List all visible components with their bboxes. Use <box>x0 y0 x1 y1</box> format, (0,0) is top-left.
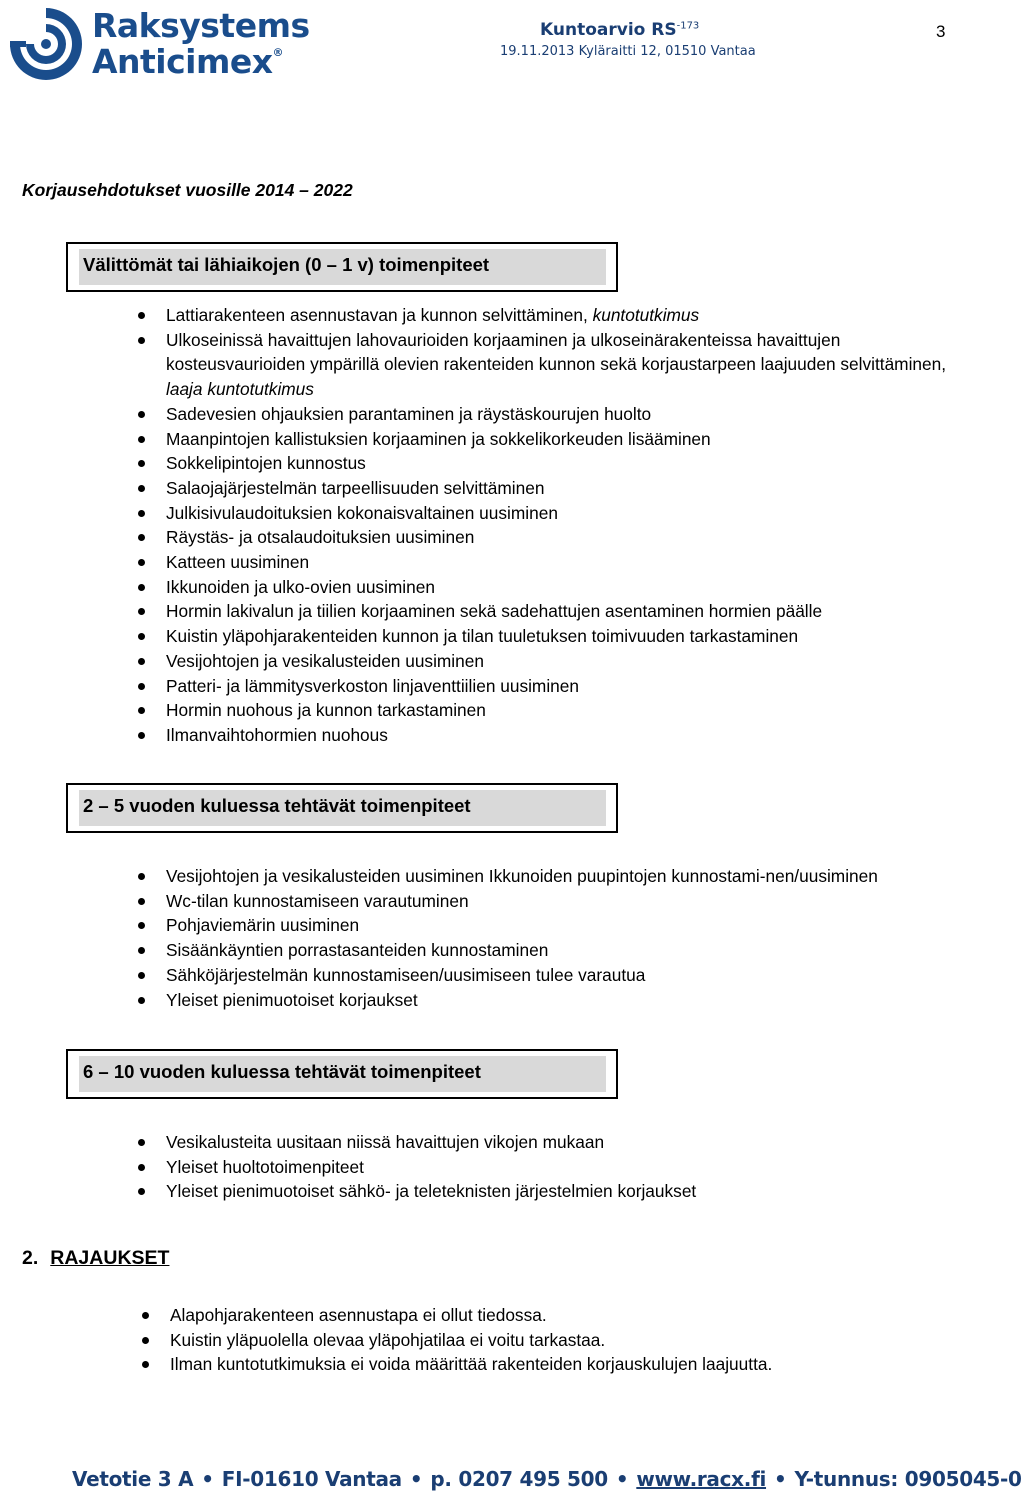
bullet-icon <box>142 1312 149 1319</box>
list-item: Hormin nuohous ja kunnon tarkastaminen <box>166 698 958 723</box>
bullet-icon <box>138 732 145 739</box>
bullet-icon <box>142 1337 149 1344</box>
bullet-icon <box>138 658 145 665</box>
list-item: Salaojajärjestelmän tarpeellisuuden selvittäminen <box>166 476 958 501</box>
footer-address: Vetotie 3 A <box>72 1467 194 1491</box>
page-number: 3 <box>936 22 946 41</box>
section-heading-box <box>66 1049 618 1099</box>
limitations-list <box>170 1303 950 1377</box>
bullet-icon <box>138 707 145 714</box>
bullet-icon <box>138 312 145 319</box>
bullet-icon <box>138 873 145 880</box>
bullet-icon <box>138 411 145 418</box>
logo-text-line2: Anticimex® <box>92 42 284 81</box>
bullet-icon <box>138 1139 145 1146</box>
task-list-immediate <box>166 303 958 748</box>
list-item: Yleiset pienimuotoiset sähkö- ja teleteknisten järjestelmien korjaukset <box>166 1179 946 1204</box>
list-item: Alapohjarakenteen asennustapa ei ollut tiedossa. <box>170 1303 950 1328</box>
bullet-icon <box>138 922 145 929</box>
bullet-icon <box>138 559 145 566</box>
list-item: Kuistin yläpohjarakenteiden kunnon ja tilan tuuletuksen toimivuuden tarkastaminen <box>166 624 958 649</box>
bullet-icon <box>138 947 145 954</box>
list-item: Julkisivulaudoituksien kokonaisvaltainen uusiminen <box>166 501 958 526</box>
list-item: Yleiset huoltotoimenpiteet <box>166 1155 946 1180</box>
bullet-icon <box>138 972 145 979</box>
list-item: Sadevesien ohjauksien parantaminen ja räystäskourujen huolto <box>166 402 958 427</box>
bullet-icon <box>138 460 145 467</box>
period-title: Korjausehdotukset vuosille 2014 – 2022 <box>22 180 353 200</box>
footer-city: FI-01610 Vantaa <box>221 1467 402 1491</box>
footer-website-link[interactable]: www.racx.fi <box>636 1467 767 1491</box>
section-heading-box <box>66 783 618 833</box>
bullet-icon <box>138 584 145 591</box>
bullet-icon <box>138 534 145 541</box>
bullet-icon <box>138 633 145 640</box>
list-item: Wc-tilan kunnostamiseen varautuminen <box>166 889 878 914</box>
list-item: Ilmanvaihtohormien nuohous <box>166 723 958 748</box>
list-item: Vesikalusteita uusitaan niissä havaittujen vikojen mukaan <box>166 1130 946 1155</box>
list-item: Ulkoseinissä havaittujen lahovaurioiden korjaaminen ja ulkoseinärakenteissa havaittujen kosteusvaurioiden ympärillä olevien rakenteiden kunnon sekä korjaustarpeen laajuuden selvittäminen, laaja kuntotutkimus <box>166 328 958 402</box>
section-heading: 6 – 10 vuoden kuluessa tehtävät toimenpiteet <box>83 1061 481 1082</box>
list-item: Lattiarakenteen asennustavan ja kunnon selvittäminen, kuntotutkimus <box>166 303 958 328</box>
list-item: Kuistin yläpuolella olevaa yläpohjatilaa ei voitu tarkastaa. <box>170 1328 950 1353</box>
bullet-icon <box>138 608 145 615</box>
list-item: Ilman kuntotutkimuksia ei voida määrittää rakenteiden korjauskulujen laajuutta. <box>170 1352 950 1377</box>
list-item: Hormin lakivalun ja tiilien korjaaminen sekä sadehattujen asentaminen hormien päälle <box>166 599 958 624</box>
list-item: Sokkelipintojen kunnostus <box>166 451 958 476</box>
bullet-icon <box>138 1164 145 1171</box>
section-heading: Välittömät tai lähiaikojen (0 – 1 v) toimenpiteet <box>83 254 490 275</box>
footer-business-id: Y-tunnus: 0905045-0 <box>794 1467 1022 1491</box>
list-item: Räystäs- ja otsalaudoituksien uusiminen <box>166 525 958 550</box>
task-list-2-5-years <box>166 864 878 1012</box>
section-heading-box <box>66 242 618 292</box>
bullet-icon <box>142 1361 149 1368</box>
footer-phone: p. 0207 495 500 <box>430 1467 608 1491</box>
list-item: Pohjaviemärin uusiminen <box>166 913 878 938</box>
list-item: Sisäänkäyntien porrastasanteiden kunnostaminen <box>166 938 878 963</box>
bullet-icon <box>138 485 145 492</box>
list-item: Maanpintojen kallistuksien korjaaminen ja sokkelikorkeuden lisääminen <box>166 427 958 452</box>
spiral-logo-icon <box>6 4 86 84</box>
list-item: Katteen uusiminen <box>166 550 958 575</box>
list-item: Patteri- ja lämmitysverkoston linjaventtiilien uusiminen <box>166 674 958 699</box>
bullet-icon <box>138 1188 145 1195</box>
report-subtitle: 19.11.2013 Kyläraitti 12, 01510 Vantaa <box>500 44 756 59</box>
list-item: Yleiset pienimuotoiset korjaukset <box>166 988 878 1013</box>
list-item: Vesijohtojen ja vesikalusteiden uusiminen <box>166 649 958 674</box>
company-logo <box>6 4 326 86</box>
bullet-icon <box>138 436 145 443</box>
page-footer: Vetotie 3 A • FI-01610 Vantaa • p. 0207 495 500 • www.racx.fi • Y-tunnus: 0905045-0 <box>72 1467 1022 1491</box>
task-list-6-10-years <box>166 1130 946 1204</box>
section-heading: 2 – 5 vuoden kuluessa tehtävät toimenpiteet <box>83 795 471 816</box>
list-item: Ikkunoiden ja ulko-ovien uusiminen <box>166 575 958 600</box>
bullet-icon <box>138 898 145 905</box>
bullet-icon <box>138 510 145 517</box>
bullet-icon <box>138 997 145 1004</box>
report-title: Kuntoarvio $RS^{-173}$ <box>540 20 700 40</box>
logo-text-line1: Raksystems <box>92 6 310 45</box>
bullet-icon <box>138 683 145 690</box>
list-item: Sähköjärjestelmän kunnostamiseen/uusimiseen tulee varautua <box>166 963 878 988</box>
list-item: Vesijohtojen ja vesikalusteiden uusiminen Ikkunoiden puupintojen kunnostami-nen/uusiminen <box>166 864 878 889</box>
section-2-heading: 2. RAJAUKSET <box>22 1247 170 1269</box>
bullet-icon <box>138 337 145 344</box>
